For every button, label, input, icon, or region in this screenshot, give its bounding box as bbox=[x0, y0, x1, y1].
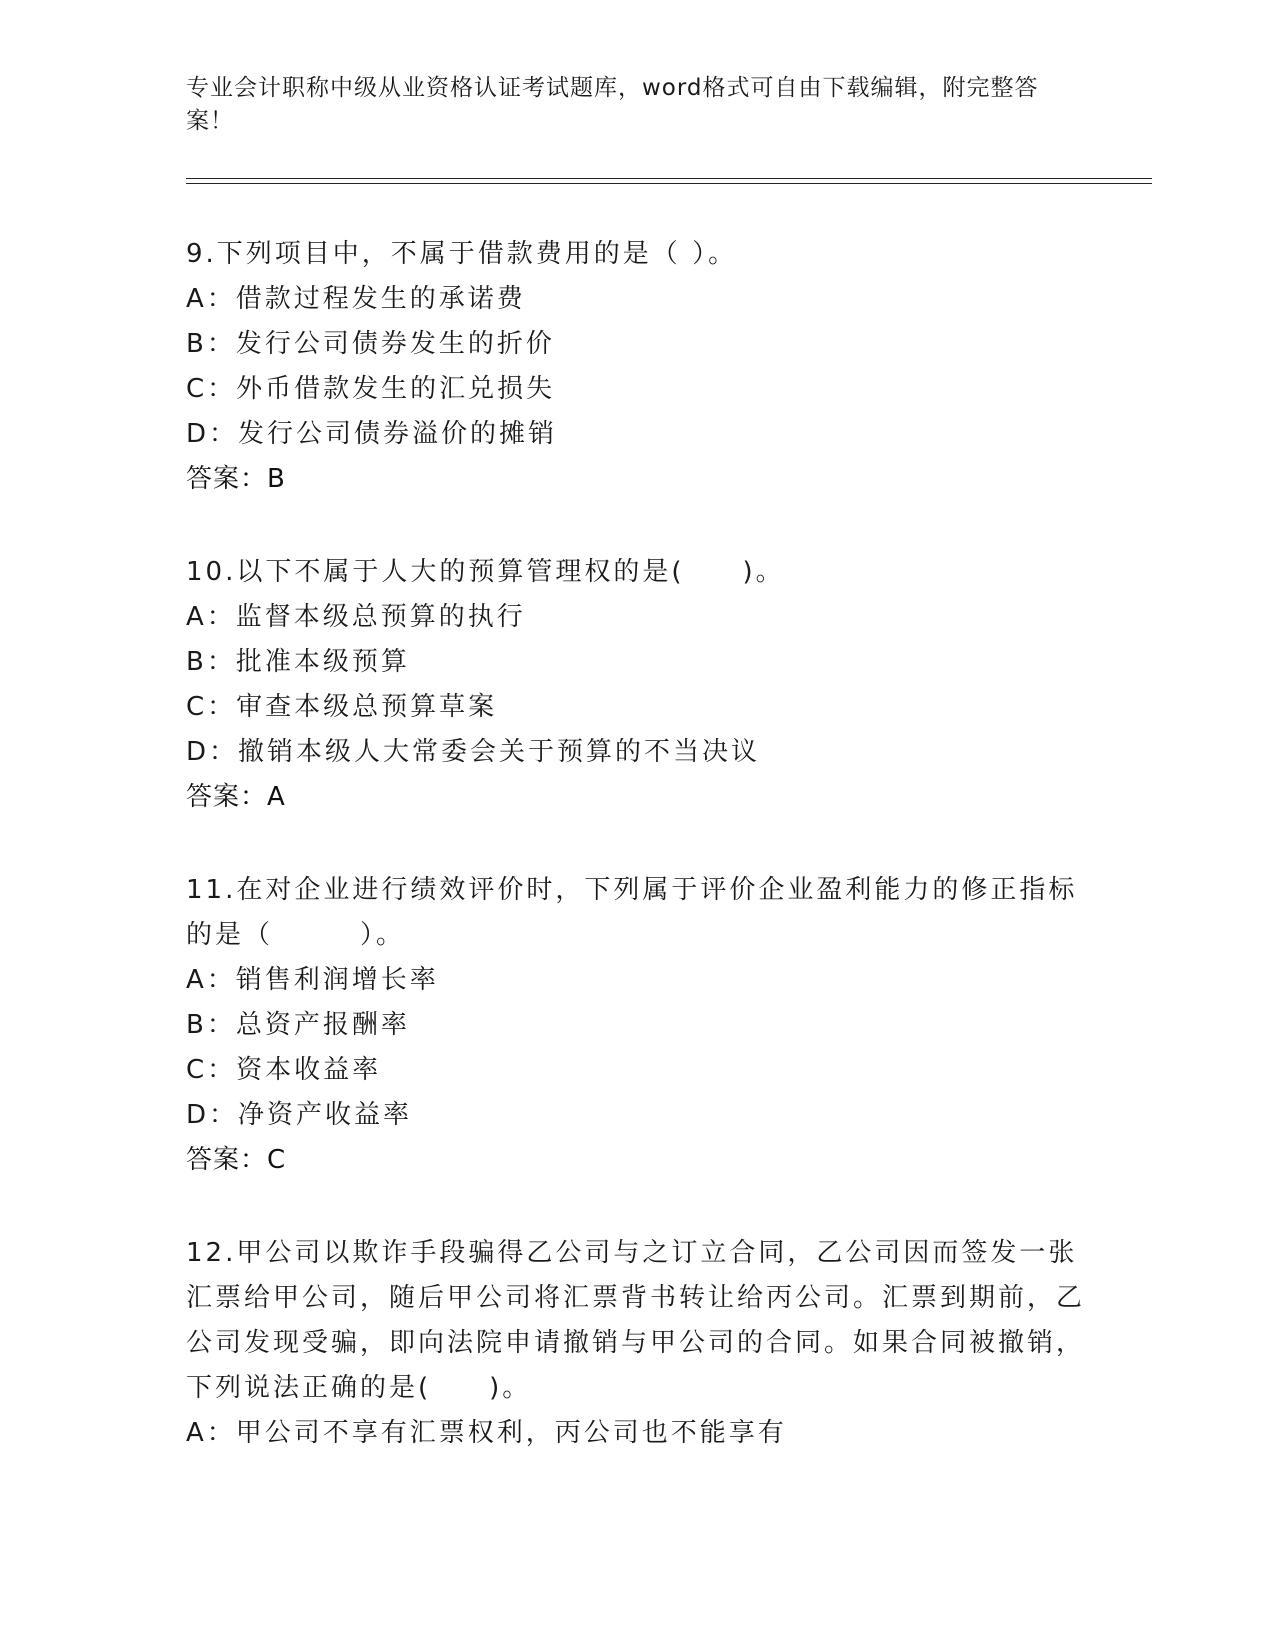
option-c: C：审查本级总预算草案 bbox=[186, 692, 498, 722]
question-9 bbox=[186, 232, 1086, 502]
answer-line bbox=[186, 775, 1086, 820]
answer-value: A bbox=[267, 782, 286, 812]
header-divider-bottom bbox=[186, 183, 1152, 184]
header-divider-top bbox=[186, 178, 1152, 179]
option-b: B：总资产报酬率 bbox=[186, 1010, 410, 1040]
question-11 bbox=[186, 868, 1086, 1183]
question-stem: 10.以下不属于人大的预算管理权的是( )。 bbox=[186, 557, 785, 587]
option-a: A：借款过程发生的承诺费 bbox=[186, 284, 526, 314]
question-stem: 9.下列项目中，不属于借款费用的是（ ）。 bbox=[186, 239, 738, 269]
option-c: C：资本收益率 bbox=[186, 1055, 382, 1085]
option-d: D：净资产收益率 bbox=[186, 1100, 413, 1130]
option-a: A：销售利润增长率 bbox=[186, 965, 439, 995]
option-a: A：监督本级总预算的执行 bbox=[186, 602, 526, 632]
question-stem: 12.甲公司以欺诈手段骗得乙公司与之订立合同，乙公司因而签发一张汇票给甲公司，随后甲公司将汇票背书转让给丙公司。汇票到期前，乙公司发现受骗，即向法院申请撤销与甲公司的合同。如果合同被撤销，下列说法正确的是( )。 bbox=[186, 1238, 1086, 1403]
answer-value: B bbox=[267, 464, 286, 494]
answer-value: C bbox=[267, 1145, 287, 1175]
option-b: B：发行公司债券发生的折价 bbox=[186, 329, 555, 359]
answer-label: 答案： bbox=[186, 464, 268, 494]
option-d: D：撤销本级人大常委会关于预算的不当决议 bbox=[186, 737, 761, 767]
header-description: 专业会计职称中级从业资格认证考试题库，word格式可自由下载编辑，附完整答案！ bbox=[186, 75, 1039, 134]
option-a: A：甲公司不享有汇票权利，丙公司也不能享有 bbox=[186, 1418, 787, 1448]
question-12 bbox=[186, 1231, 1086, 1456]
answer-label: 答案： bbox=[186, 782, 268, 812]
question-stem: 11.在对企业进行绩效评价时，下列属于评价企业盈利能力的修正指标的是（ ）。 bbox=[186, 875, 1078, 950]
answer-line bbox=[186, 1138, 1086, 1183]
answer-label: 答案： bbox=[186, 1145, 268, 1175]
question-10 bbox=[186, 550, 1086, 820]
answer-line bbox=[186, 457, 1086, 502]
option-c: C：外币借款发生的汇兑损失 bbox=[186, 374, 556, 404]
option-d: D：发行公司债券溢价的摊销 bbox=[186, 419, 558, 449]
option-b: B：批准本级预算 bbox=[186, 647, 410, 677]
